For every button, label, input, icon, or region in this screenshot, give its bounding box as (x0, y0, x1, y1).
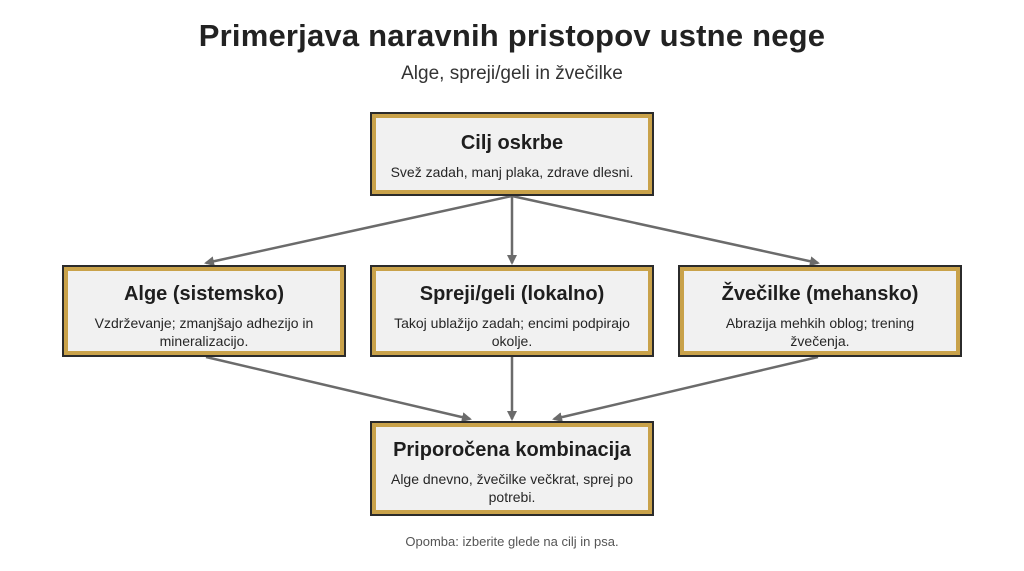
node-sprays-gels-title: Spreji/geli (lokalno) (419, 283, 605, 305)
diagram-title: Primerjava naravnih pristopov ustne nege (198, 18, 826, 53)
diagram-subtitle: Alge, spreji/geli in žvečilke (401, 63, 623, 84)
node-chews (678, 265, 962, 357)
node-algae-text: Vzdrževanje; zmanjšajo adhezijo in mineralizacijo. (94, 315, 314, 349)
node-recommended-combination-text: Alge dnevno, žvečilke večkrat, sprej po potrebi. (390, 471, 633, 505)
node-chews-title: Žvečilke (mehansko) (721, 283, 919, 305)
arrow-algae-to-combo (206, 357, 470, 419)
node-recommended-combination-title: Priporočena kombinacija (393, 439, 631, 461)
arrow-chews-to-combo (554, 357, 818, 419)
node-recommended-combination (370, 421, 654, 516)
node-algae-title: Alge (sistemsko) (123, 283, 285, 305)
node-care-goal (370, 112, 654, 196)
node-algae (62, 265, 346, 357)
node-care-goal-title: Cilj oskrbe (460, 132, 564, 154)
node-sprays-gels-text: Takoj ublažijo zadah; encimi podpirajo okolje. (394, 315, 630, 349)
arrow-goal-to-chews (512, 196, 818, 263)
node-chews-text: Abrazija mehkih oblog; trening žvečenja. (725, 315, 915, 349)
footnote: Opomba: izberite glede na cilj in psa. (405, 534, 619, 549)
node-sprays-gels (370, 265, 654, 357)
node-care-goal-text: Svež zadah, manj plaka, zdrave dlesni. (390, 164, 634, 180)
arrow-goal-to-algae (206, 196, 512, 263)
